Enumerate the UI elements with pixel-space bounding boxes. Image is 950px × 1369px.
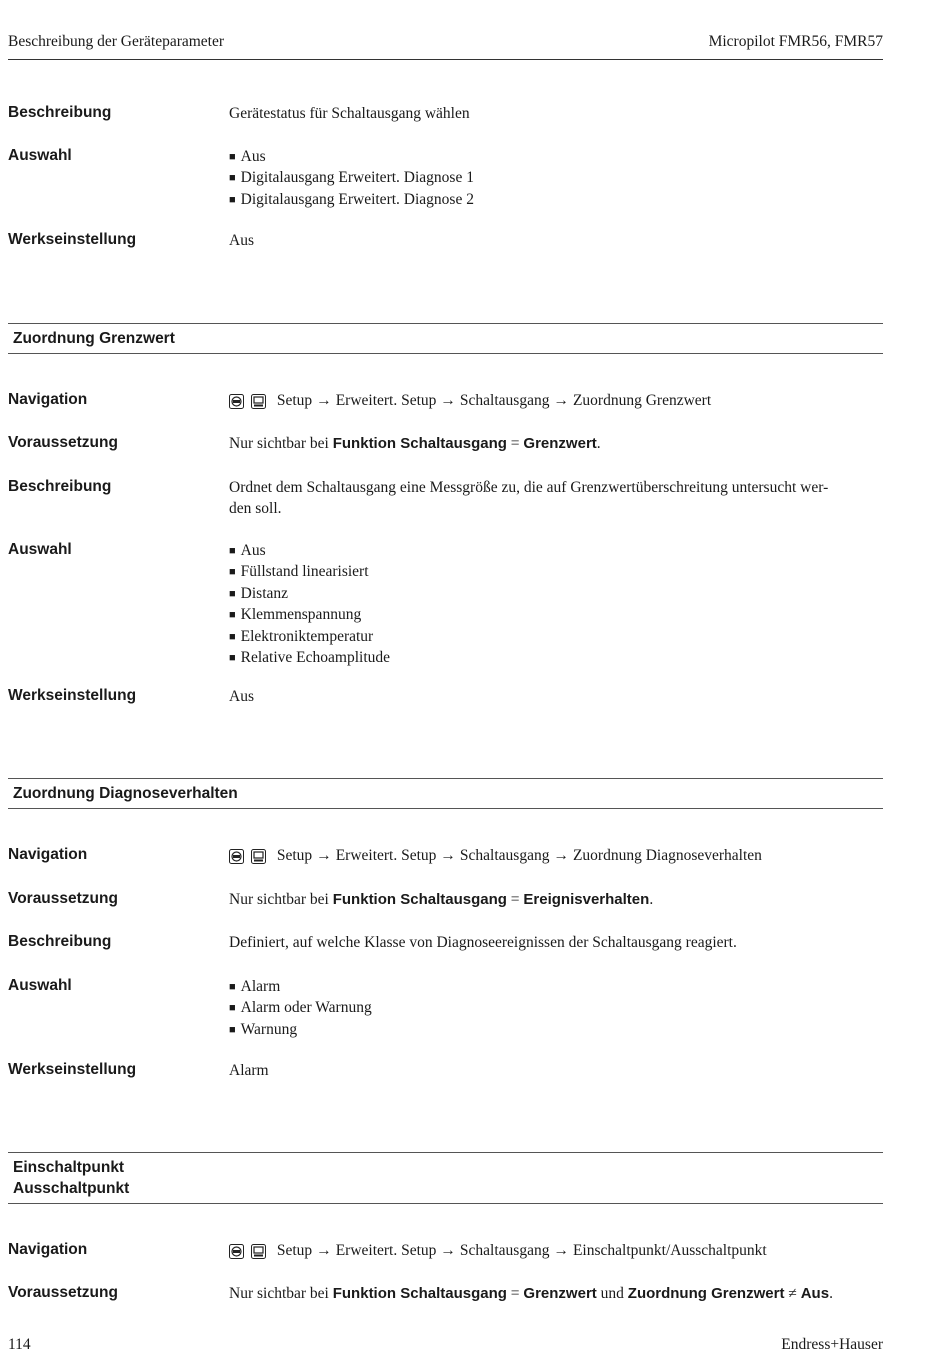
voraussetzung-label: Voraussetzung bbox=[8, 434, 118, 451]
auswahl-option: ■ Relative Echoamplitude bbox=[229, 648, 883, 669]
nav-icons bbox=[229, 1244, 269, 1266]
auswahl-label: Auswahl bbox=[8, 977, 72, 994]
arrow-right-icon: → bbox=[316, 847, 332, 864]
nav-path-step: Setup bbox=[276, 392, 313, 409]
auswahl-option: ■ Alarm bbox=[229, 977, 883, 998]
nav-path-step: Zuordnung Grenzwert bbox=[572, 392, 712, 409]
section-header-zuordnung-diagnoseverhalten bbox=[8, 778, 883, 809]
beschreibung-label: Beschreibung bbox=[8, 478, 112, 495]
voraussetzung-label: Voraussetzung bbox=[8, 1284, 118, 1301]
header-product-name: Micropilot FMR56, FMR57 bbox=[708, 33, 883, 50]
parameter-value: Aus bbox=[800, 1285, 830, 1302]
auswahl-label: Auswahl bbox=[8, 147, 72, 164]
auswahl-option: ■ Aus bbox=[229, 541, 883, 562]
auswahl-list bbox=[229, 541, 883, 669]
footer-brand: Endress+Hauser bbox=[781, 1336, 883, 1353]
nav-path-step: Zuordnung Diagnoseverhalten bbox=[572, 847, 762, 864]
voraussetzung-value: Nur sichtbar bei Funktion Schaltausgang = Ereignisverhalten. bbox=[229, 891, 654, 908]
werkseinstellung-label: Werkseinstellung bbox=[8, 231, 137, 248]
display-icon bbox=[251, 394, 266, 416]
voraussetzung-label: Voraussetzung bbox=[8, 890, 118, 907]
arrow-right-icon: → bbox=[440, 392, 456, 409]
parameter-name: Funktion Schaltausgang bbox=[332, 435, 507, 452]
navigation-label: Navigation bbox=[8, 391, 88, 408]
nav-path-step: Erweitert. Setup bbox=[335, 392, 437, 409]
nav-path-step: Erweitert. Setup bbox=[335, 847, 437, 864]
nav-path-step: Schaltausgang bbox=[459, 392, 550, 409]
arrow-right-icon: → bbox=[440, 1242, 456, 1259]
beschreibung-value: Gerätestatus für Schaltausgang wählen bbox=[229, 105, 470, 122]
section-header-zuordnung-grenzwert bbox=[8, 323, 883, 354]
auswahl-option: ■ Aus bbox=[229, 147, 883, 168]
beschreibung-label: Beschreibung bbox=[8, 104, 112, 121]
nav-path-step: Schaltausgang bbox=[459, 1242, 550, 1259]
auswahl-list bbox=[229, 147, 883, 211]
voraussetzung-value: Nur sichtbar bei Funktion Schaltausgang = Grenzwert und Zuordnung Grenzwert ≠ Aus. bbox=[229, 1285, 833, 1302]
header-divider bbox=[8, 59, 883, 60]
auswahl-option: ■ Warnung bbox=[229, 1020, 883, 1041]
nav-path-step: Erweitert. Setup bbox=[335, 1242, 437, 1259]
werkseinstellung-value: Aus bbox=[229, 688, 254, 705]
arrow-right-icon: → bbox=[553, 392, 569, 409]
nav-icons bbox=[229, 849, 269, 871]
auswahl-option: ■ Füllstand linearisiert bbox=[229, 562, 883, 583]
nav-path-step: Einschaltpunkt/Ausschaltpunkt bbox=[572, 1242, 767, 1259]
werkseinstellung-label: Werkseinstellung bbox=[8, 1061, 137, 1078]
beschreibung-value: Ordnet dem Schaltausgang eine Messgröße zu, die auf Grenzwertüberschreitung untersucht wer- den soll. bbox=[229, 479, 829, 517]
beschreibung-label: Beschreibung bbox=[8, 933, 112, 950]
arrow-right-icon: → bbox=[316, 1242, 332, 1259]
arrow-right-icon: → bbox=[553, 1242, 569, 1259]
nav-path-step: Setup bbox=[276, 847, 313, 864]
section-title: Zuordnung Grenzwert bbox=[13, 330, 175, 347]
auswahl-option: ■ Digitalausgang Erweitert. Diagnose 1 bbox=[229, 168, 883, 189]
section-title: Zuordnung Diagnoseverhalten bbox=[13, 785, 238, 802]
auswahl-option: ■ Alarm oder Warnung bbox=[229, 998, 883, 1019]
auswahl-label: Auswahl bbox=[8, 541, 72, 558]
navigation-label: Navigation bbox=[8, 846, 88, 863]
page-header bbox=[8, 33, 883, 55]
parameter-value: Grenzwert bbox=[523, 1285, 597, 1302]
page-number: 114 bbox=[8, 1336, 31, 1353]
parameter-name: Zuordnung Grenzwert bbox=[627, 1285, 785, 1302]
arrow-right-icon: → bbox=[553, 847, 569, 864]
arrow-right-icon: → bbox=[440, 847, 456, 864]
auswahl-option: ■ Distanz bbox=[229, 584, 883, 605]
voraussetzung-value: Nur sichtbar bei Funktion Schaltausgang = Grenzwert. bbox=[229, 435, 601, 452]
operating-tool-icon bbox=[229, 394, 244, 416]
parameter-value: Ereignisverhalten bbox=[523, 891, 650, 908]
auswahl-option: ■ Elektroniktemperatur bbox=[229, 627, 883, 648]
werkseinstellung-value: Aus bbox=[229, 232, 254, 249]
operating-tool-icon bbox=[229, 849, 244, 871]
auswahl-list bbox=[229, 977, 883, 1041]
nav-path-step: Setup bbox=[276, 1242, 313, 1259]
display-icon bbox=[251, 1244, 266, 1266]
nav-icons bbox=[229, 394, 269, 416]
werkseinstellung-value: Alarm bbox=[229, 1062, 269, 1079]
operating-tool-icon bbox=[229, 1244, 244, 1266]
parameter-name: Funktion Schaltausgang bbox=[332, 1285, 507, 1302]
auswahl-option: ■ Digitalausgang Erweitert. Diagnose 2 bbox=[229, 190, 883, 211]
arrow-right-icon: → bbox=[316, 392, 332, 409]
werkseinstellung-label: Werkseinstellung bbox=[8, 687, 137, 704]
display-icon bbox=[251, 849, 266, 871]
navigation-label: Navigation bbox=[8, 1241, 88, 1258]
beschreibung-value: Definiert, auf welche Klasse von Diagnoseereignissen der Schaltausgang reagiert. bbox=[229, 934, 737, 951]
parameter-value: Grenzwert bbox=[523, 435, 597, 452]
auswahl-option: ■ Klemmenspannung bbox=[229, 605, 883, 626]
parameter-name: Funktion Schaltausgang bbox=[332, 891, 507, 908]
section-title: Einschaltpunkt Ausschaltpunkt bbox=[13, 1159, 130, 1197]
header-chapter-title: Beschreibung der Geräteparameter bbox=[8, 33, 225, 50]
nav-path-step: Schaltausgang bbox=[459, 847, 550, 864]
section-header-einschaltpunkt bbox=[8, 1152, 883, 1204]
